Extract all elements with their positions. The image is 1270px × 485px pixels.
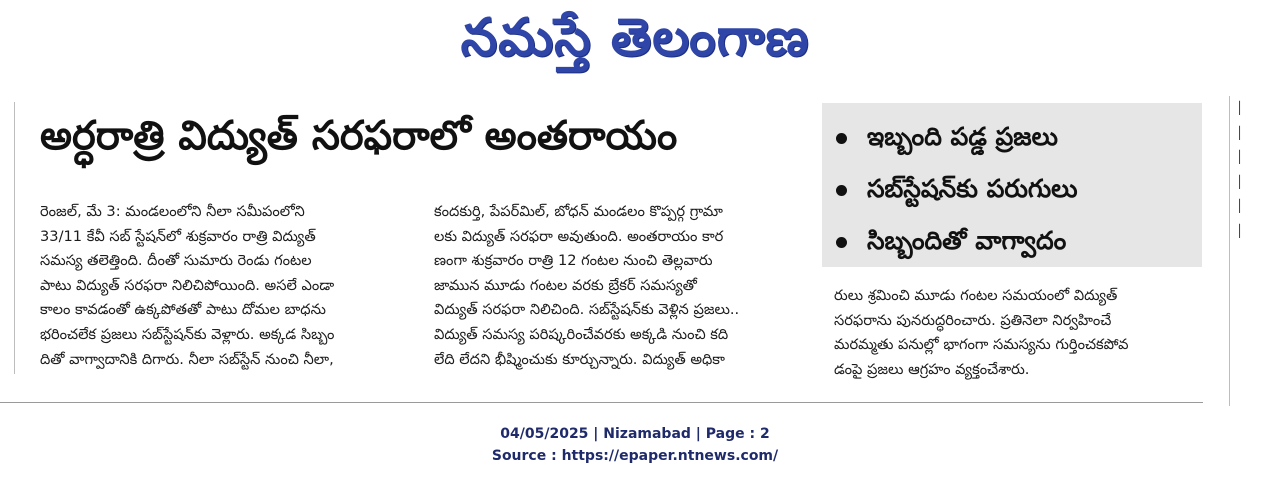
article-column-2 <box>434 200 806 372</box>
page-footer <box>0 423 1270 467</box>
article-bottom-rule <box>0 402 1203 403</box>
body-line: సరఫరాను పునరుద్ధరించారు. ప్రతినెలా నిర్వహించే <box>834 311 1112 329</box>
highlights-box <box>822 103 1202 267</box>
highlight-text: సబ్‌స్టేషన్‌కు పరుగులు <box>867 174 1078 203</box>
left-column-rule <box>14 102 15 374</box>
body-line: మరమ్మతు పనుల్లో భాగంగా సమస్యను గుర్తించకపోవ <box>834 336 1129 354</box>
body-line: విద్యుత్ సరఫరా నిలిచింది. సబ్‌స్టేషన్‌కు వెళ్లిన ప్రజలు.. <box>434 301 740 319</box>
body-line: కందకుర్తి, పేపర్‌మిల్, బోధన్ మండలం కొప్పర్గ గ్రామా <box>434 203 723 220</box>
edition-info: 04/05/2025 | Nizamabad | Page : 2 <box>500 426 770 442</box>
body-line: లేది లేదని భీష్మించుకు కూర్చున్నారు. విద్యుత్ అధికా <box>434 350 725 368</box>
body-line: రెంజల్, మే 3: మండలంలోని నీలా సమీపంలోని <box>40 203 305 220</box>
highlight-text: ఇబ్బంది పడ్డ ప్రజలు <box>867 122 1058 151</box>
body-line: పాటు విద్యుత్ సరఫరా నిలిచిపోయింది. అసలే ఎండా <box>40 276 335 294</box>
highlight-text: సిబ్బందితో వాగ్వాదం <box>867 226 1067 255</box>
source-link[interactable]: Source : https://epaper.ntnews.com/ <box>491 448 779 464</box>
bullet-icon <box>836 185 847 196</box>
body-line: ణంగా శుక్రవారం రాత్రి 12 గంటల నుంచి తెల్లవారు <box>434 252 713 270</box>
body-line: భరించలేక ప్రజలు సబ్‌స్టేషన్‌కు వెళ్లారు. అక్కడ సిబ్బం <box>40 325 335 343</box>
body-line: దితో వాగ్వాదానికి దిగారు. నీలా సబ్‌స్టేన్ నుంచి నీలా, <box>40 350 334 368</box>
highlight-item <box>836 163 1202 215</box>
masthead <box>0 0 1270 80</box>
body-line: సమస్య తలెత్తింది. దీంతో సుమారు రెండు గంటల <box>40 252 312 270</box>
body-line: 33/11 కేవీ సబ్ స్టేషన్‌లో శుక్రవారం రాత్రి విద్యుత్ <box>40 227 316 245</box>
bullet-icon <box>836 237 847 248</box>
body-line: కాలం కావడంతో ఉక్కపోతతో పాటు దోమల బాధను <box>40 301 326 319</box>
bullet-icon <box>836 133 847 144</box>
right-column-rule <box>1229 96 1230 406</box>
body-line: విద్యుత్ సమస్య పరిష్కరించేవరకు అక్కడి నుంచి కది <box>434 325 729 343</box>
adjacent-article-fragment: │ │ │ │ │ │ <box>1236 101 1244 238</box>
article-headline: అర్ధరాత్రి విద్యుత్ సరఫరాలో అంతరాయం <box>40 113 678 159</box>
body-line: రులు శ్రమించి మూడు గంటల సమయంలో విద్యుత్ <box>834 287 1118 304</box>
article-column-1 <box>40 200 412 372</box>
highlights-list <box>822 103 1202 267</box>
body-line: లకు విద్యుత్ సరఫరా అవుతుంది. అంతరాయం కార <box>434 227 724 245</box>
body-line: జామున మూడు గంటల వరకు బ్రేకర్ సమస్యతో <box>434 276 697 294</box>
article-column-3 <box>834 284 1202 382</box>
body-line: డంపై ప్రజలు ఆగ్రహం వ్యక్తంచేశారు. <box>834 360 1030 378</box>
highlight-item <box>836 215 1202 267</box>
highlight-item <box>836 111 1202 163</box>
newspaper-logo: నమస్తే తెలంగాణ <box>460 8 810 68</box>
